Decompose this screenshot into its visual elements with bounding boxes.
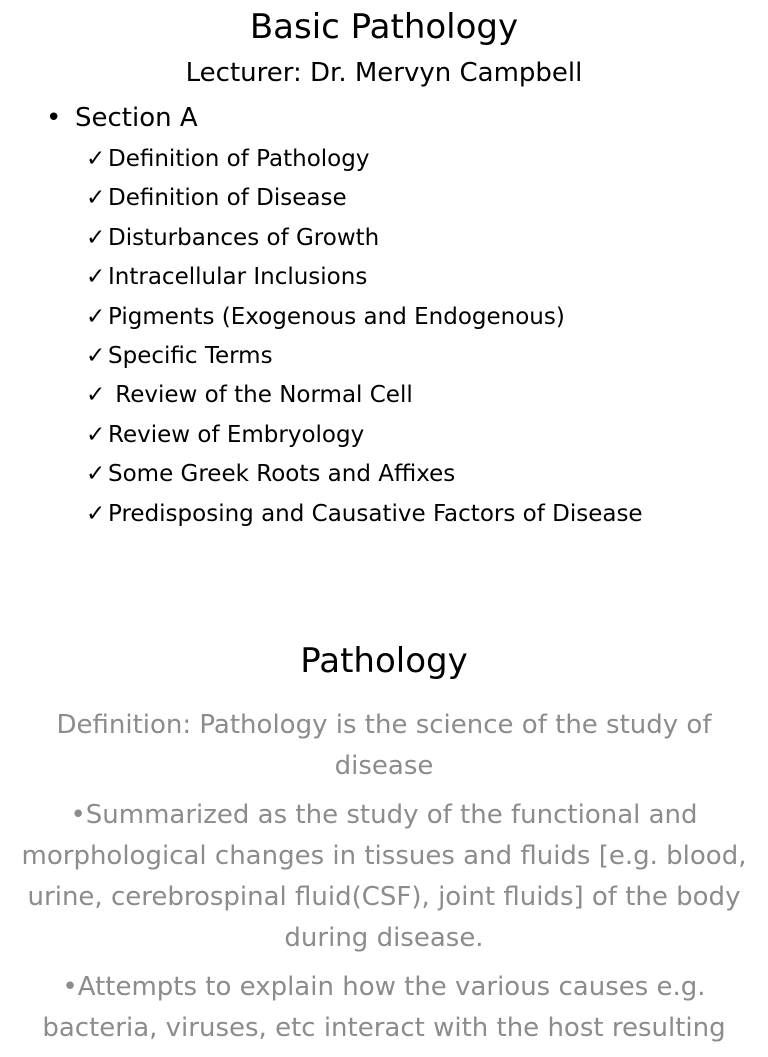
list-item-label: Predisposing and Causative Factors of Disease <box>108 500 643 527</box>
topic-checklist <box>86 140 643 534</box>
checkmark-icon: ✓ <box>86 224 106 251</box>
list-item <box>86 495 643 534</box>
list-item <box>86 337 643 376</box>
checkmark-icon: ✓ <box>86 500 106 527</box>
list-item-label: Pigments (Exogenous and Endogenous) <box>108 303 565 330</box>
list-item <box>86 219 643 258</box>
body-paragraph: •Attempts to explain how the various causes e.g. bacteria, viruses, etc interact with the host resulting <box>42 972 726 1043</box>
list-item-label: Disturbances of Growth <box>108 224 380 251</box>
list-item <box>86 140 643 179</box>
list-item-label: Some Greek Roots and Affixes <box>108 461 456 488</box>
checkmark-icon: ✓ <box>86 342 106 369</box>
list-item-label: Definition of Disease <box>108 185 347 212</box>
section-heading <box>46 100 198 136</box>
checkmark-icon: ✓ <box>86 146 106 172</box>
section-label: Section A <box>75 103 198 133</box>
list-item-label: Review of the Normal Cell <box>108 382 413 409</box>
slide-title: Pathology <box>300 641 468 681</box>
list-item-label: Definition of Pathology <box>108 146 370 172</box>
checkmark-icon: ✓ <box>86 421 106 448</box>
checkmark-icon: ✓ <box>86 461 106 488</box>
slide-body <box>16 705 752 1057</box>
slide-title: Basic Pathology <box>249 7 519 47</box>
list-item-label: Specific Terms <box>108 342 273 369</box>
checkmark-icon: ✓ <box>86 303 106 330</box>
bullet-icon: • <box>46 103 62 133</box>
list-item <box>86 298 643 337</box>
list-item <box>86 416 643 455</box>
definition-paragraph: Definition: Pathology is the science of the study of disease <box>56 710 712 781</box>
checkmark-icon: ✓ <box>86 185 106 212</box>
list-item-label: Review of Embryology <box>108 421 365 448</box>
list-item <box>86 455 643 494</box>
checkmark-icon: ✓ <box>86 382 106 409</box>
lecturer-line: Lecturer: Dr. Mervyn Campbell <box>185 58 583 88</box>
body-paragraph: •Summarized as the study of the functional and morphological changes in tissues and fluids [e.g. blood, urine, cerebrospinal fluid(CSF), joint fluids] of the body during disease. <box>21 800 747 953</box>
list-item <box>86 179 643 218</box>
list-item-label: Intracellular Inclusions <box>108 264 368 291</box>
checkmark-icon: ✓ <box>86 264 106 291</box>
list-item <box>86 258 643 297</box>
list-item <box>86 376 643 415</box>
